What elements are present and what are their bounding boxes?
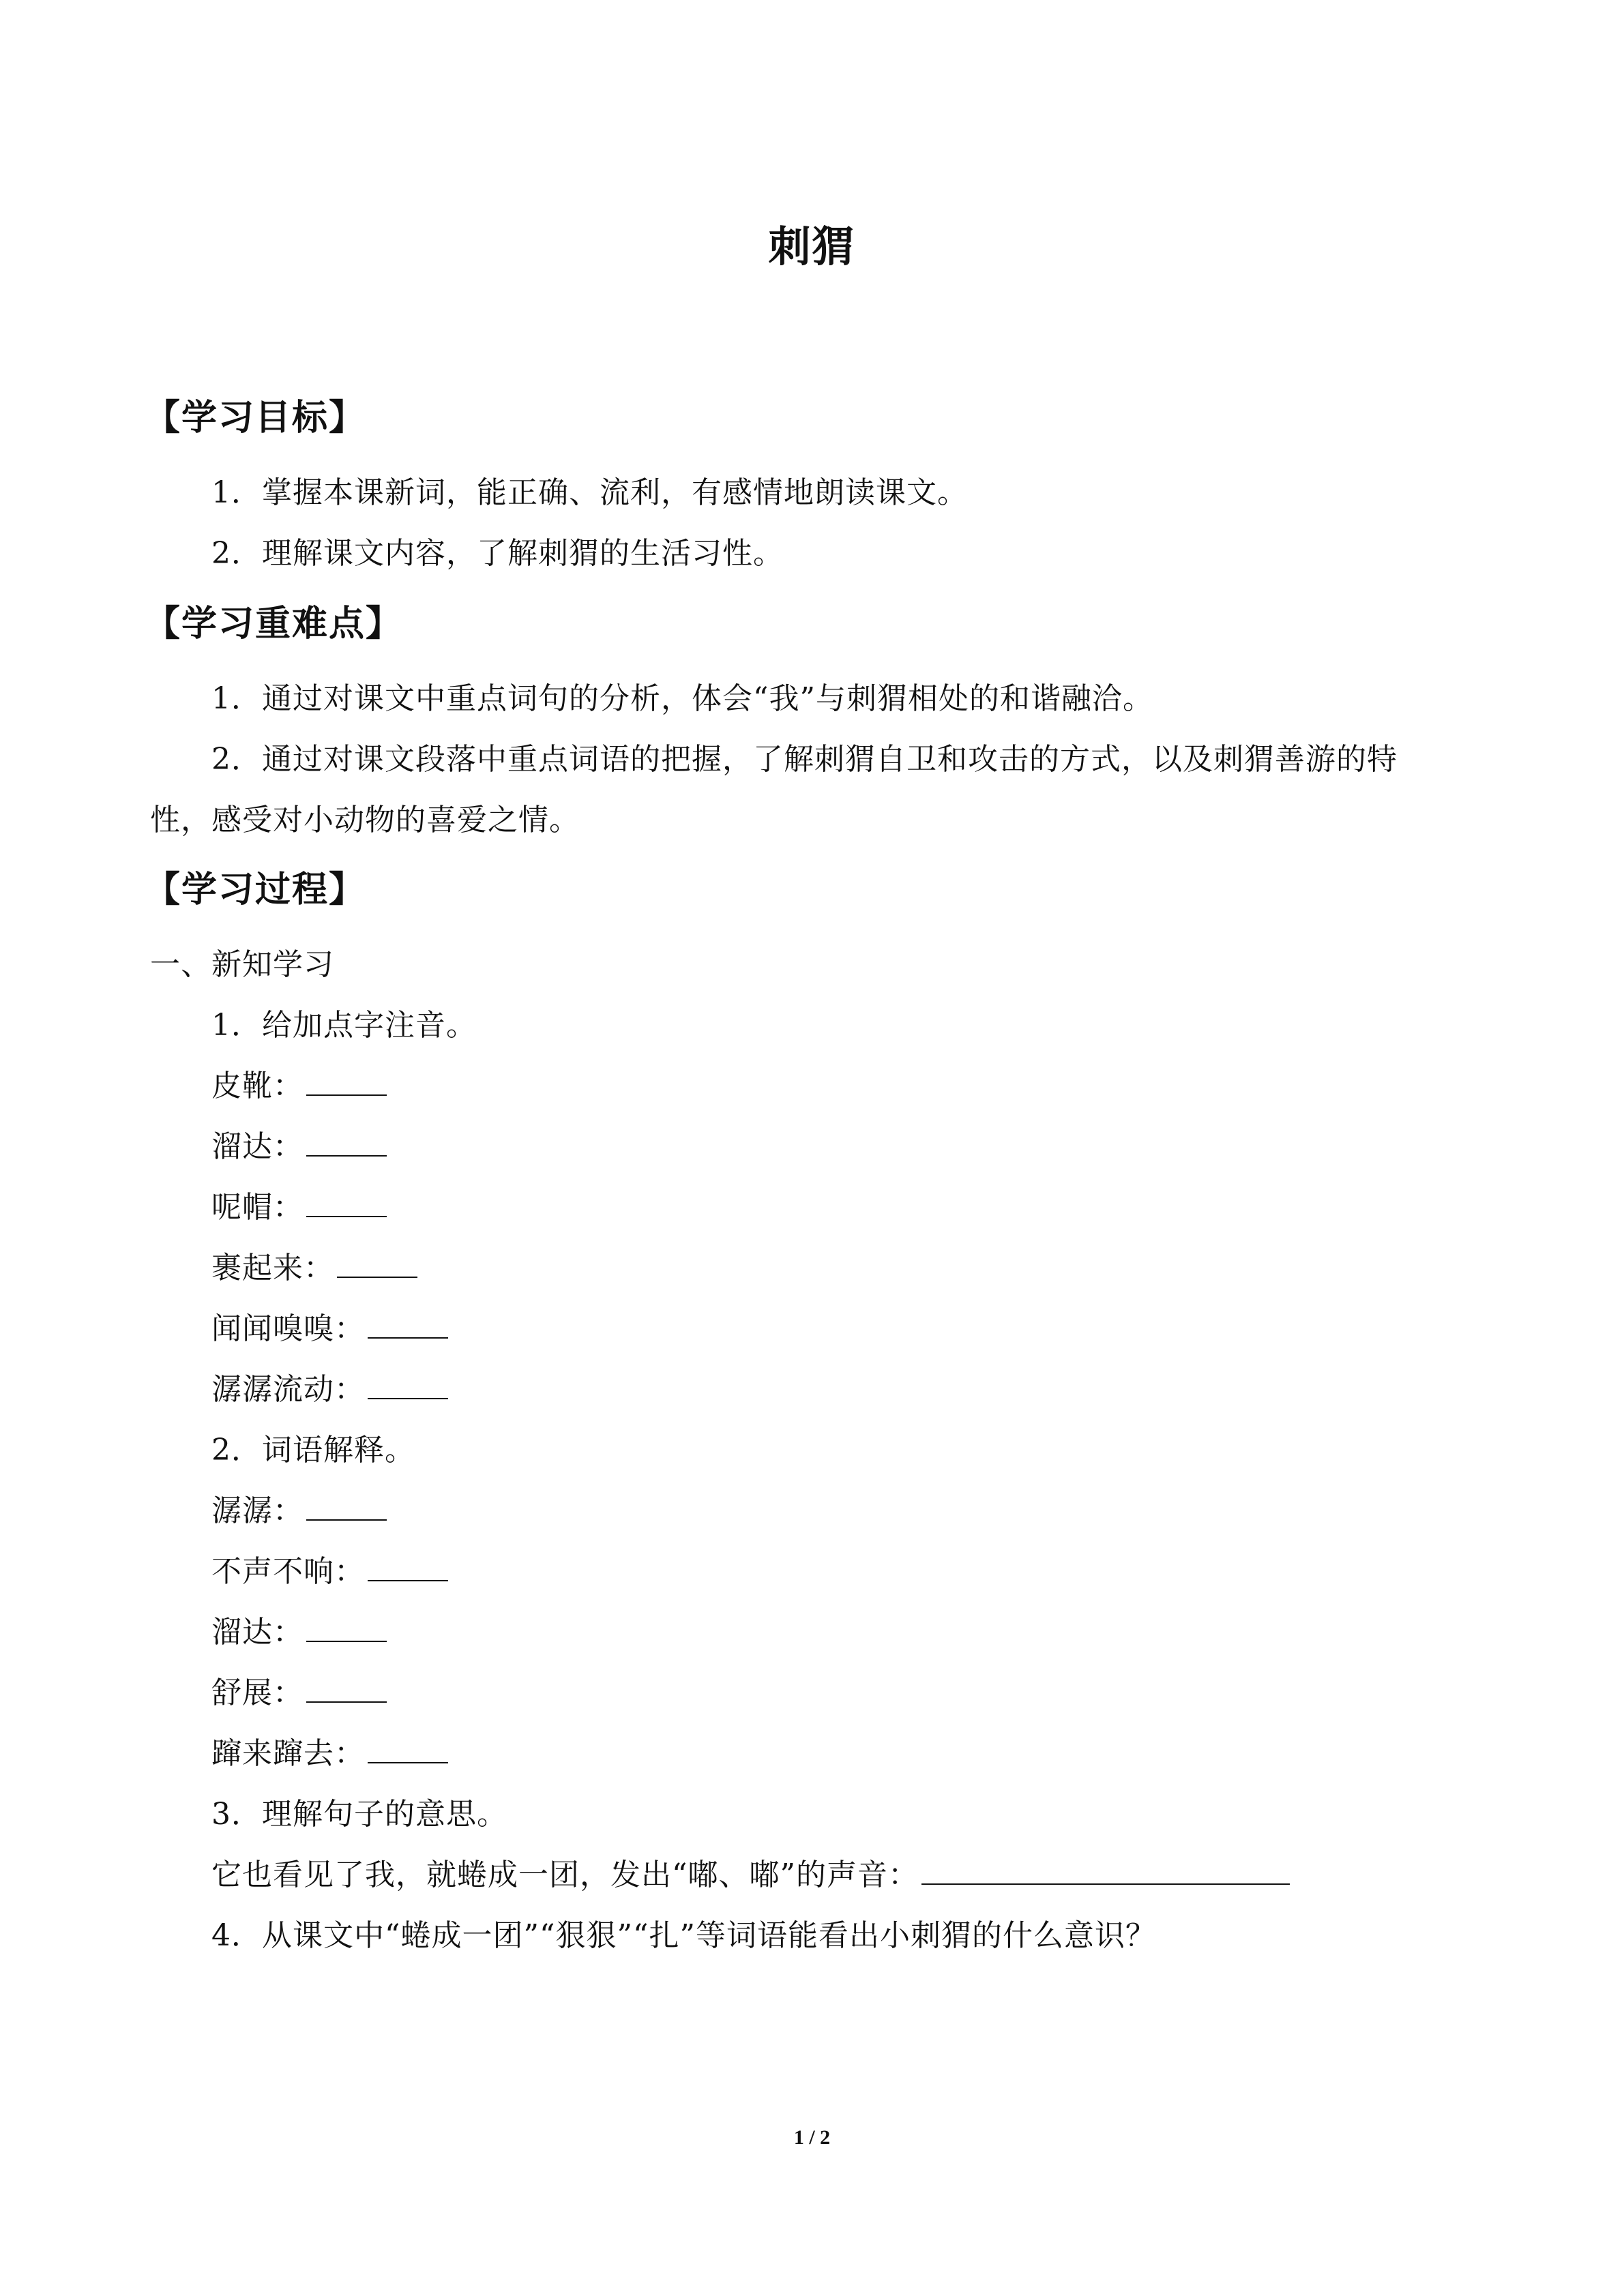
q1-word-label: 闻闻嗅嗅： [211, 1311, 365, 1346]
q2-word-label: 舒展： [211, 1675, 304, 1710]
goal-item-2: 2．理解课文内容，了解刺猬的生活习性。 [211, 536, 784, 571]
answer-blank[interactable] [368, 1310, 448, 1339]
heading-key-difficulties: 【学习重难点】 [145, 603, 403, 644]
q2-word-label: 潺潺： [211, 1493, 304, 1528]
part-new-knowledge: 一、新知学习 [150, 947, 334, 982]
answer-blank[interactable] [921, 1856, 1290, 1885]
answer-blank[interactable] [306, 1189, 387, 1217]
answer-blank[interactable] [306, 1067, 387, 1096]
difficulty-item-2-continued: 性，感受对小动物的喜爱之情。 [150, 803, 580, 837]
answer-blank[interactable] [306, 1492, 387, 1521]
q2-word-row [211, 1612, 387, 1653]
heading-learning-process: 【学习过程】 [145, 869, 366, 910]
q2-word-label: 不声不响： [211, 1554, 365, 1589]
answer-blank[interactable] [306, 1613, 387, 1642]
difficulty-item-2: 2．通过对课文段落中重点词语的把握，了解刺猬自卫和攻击的方式，以及刺猬善游的特 [211, 742, 1398, 777]
q1-word-row [211, 1369, 448, 1410]
q1-word-row [211, 1127, 387, 1167]
q3-sentence-row [211, 1855, 1290, 1896]
q2-word-label: 蹿来蹿去： [211, 1736, 365, 1771]
q2-word-label: 溜达： [211, 1615, 304, 1650]
difficulty-item-1: 1．通过对课文中重点词句的分析，体会“我”与刺猬相处的和谐融洽。 [211, 681, 1153, 716]
q1-word-label: 潺潺流动： [211, 1372, 365, 1407]
q2-word-row [211, 1733, 448, 1774]
q1-word-label: 呢帽： [211, 1190, 304, 1225]
q3-sentence: 它也看见了我，就蜷成一团，发出“嘟、嘟”的声音： [211, 1858, 919, 1892]
q1-word-row [211, 1066, 387, 1107]
heading-learning-goals: 【学习目标】 [145, 398, 366, 438]
question-3-label: 3．理解句子的意思。 [211, 1797, 507, 1832]
q1-word-row [211, 1309, 448, 1350]
answer-blank[interactable] [306, 1674, 387, 1703]
q2-word-row [211, 1491, 387, 1532]
answer-blank[interactable] [306, 1128, 387, 1157]
answer-blank[interactable] [368, 1735, 448, 1763]
question-2-label: 2．词语解释。 [211, 1433, 415, 1467]
answer-blank[interactable] [368, 1553, 448, 1581]
q1-word-row [211, 1187, 387, 1228]
page-title: 刺猬 [768, 222, 856, 271]
question-1-label: 1．给加点字注音。 [211, 1008, 477, 1043]
q1-word-row [211, 1248, 417, 1289]
answer-blank[interactable] [337, 1249, 417, 1278]
answer-blank[interactable] [368, 1371, 448, 1399]
q1-word-label: 裹起来： [211, 1251, 334, 1285]
q2-word-row [211, 1673, 387, 1714]
page-number: 1 / 2 [793, 2126, 831, 2149]
goal-item-1: 1．掌握本课新词，能正确、流利，有感情地朗读课文。 [211, 475, 968, 510]
q1-word-label: 溜达： [211, 1129, 304, 1164]
q1-word-label: 皮靴： [211, 1069, 304, 1103]
q2-word-row [211, 1551, 448, 1592]
question-4-label: 4．从课文中“蜷成一团”“狠狠”“扎”等词语能看出小刺猬的什么意识？ [211, 1918, 1156, 1953]
